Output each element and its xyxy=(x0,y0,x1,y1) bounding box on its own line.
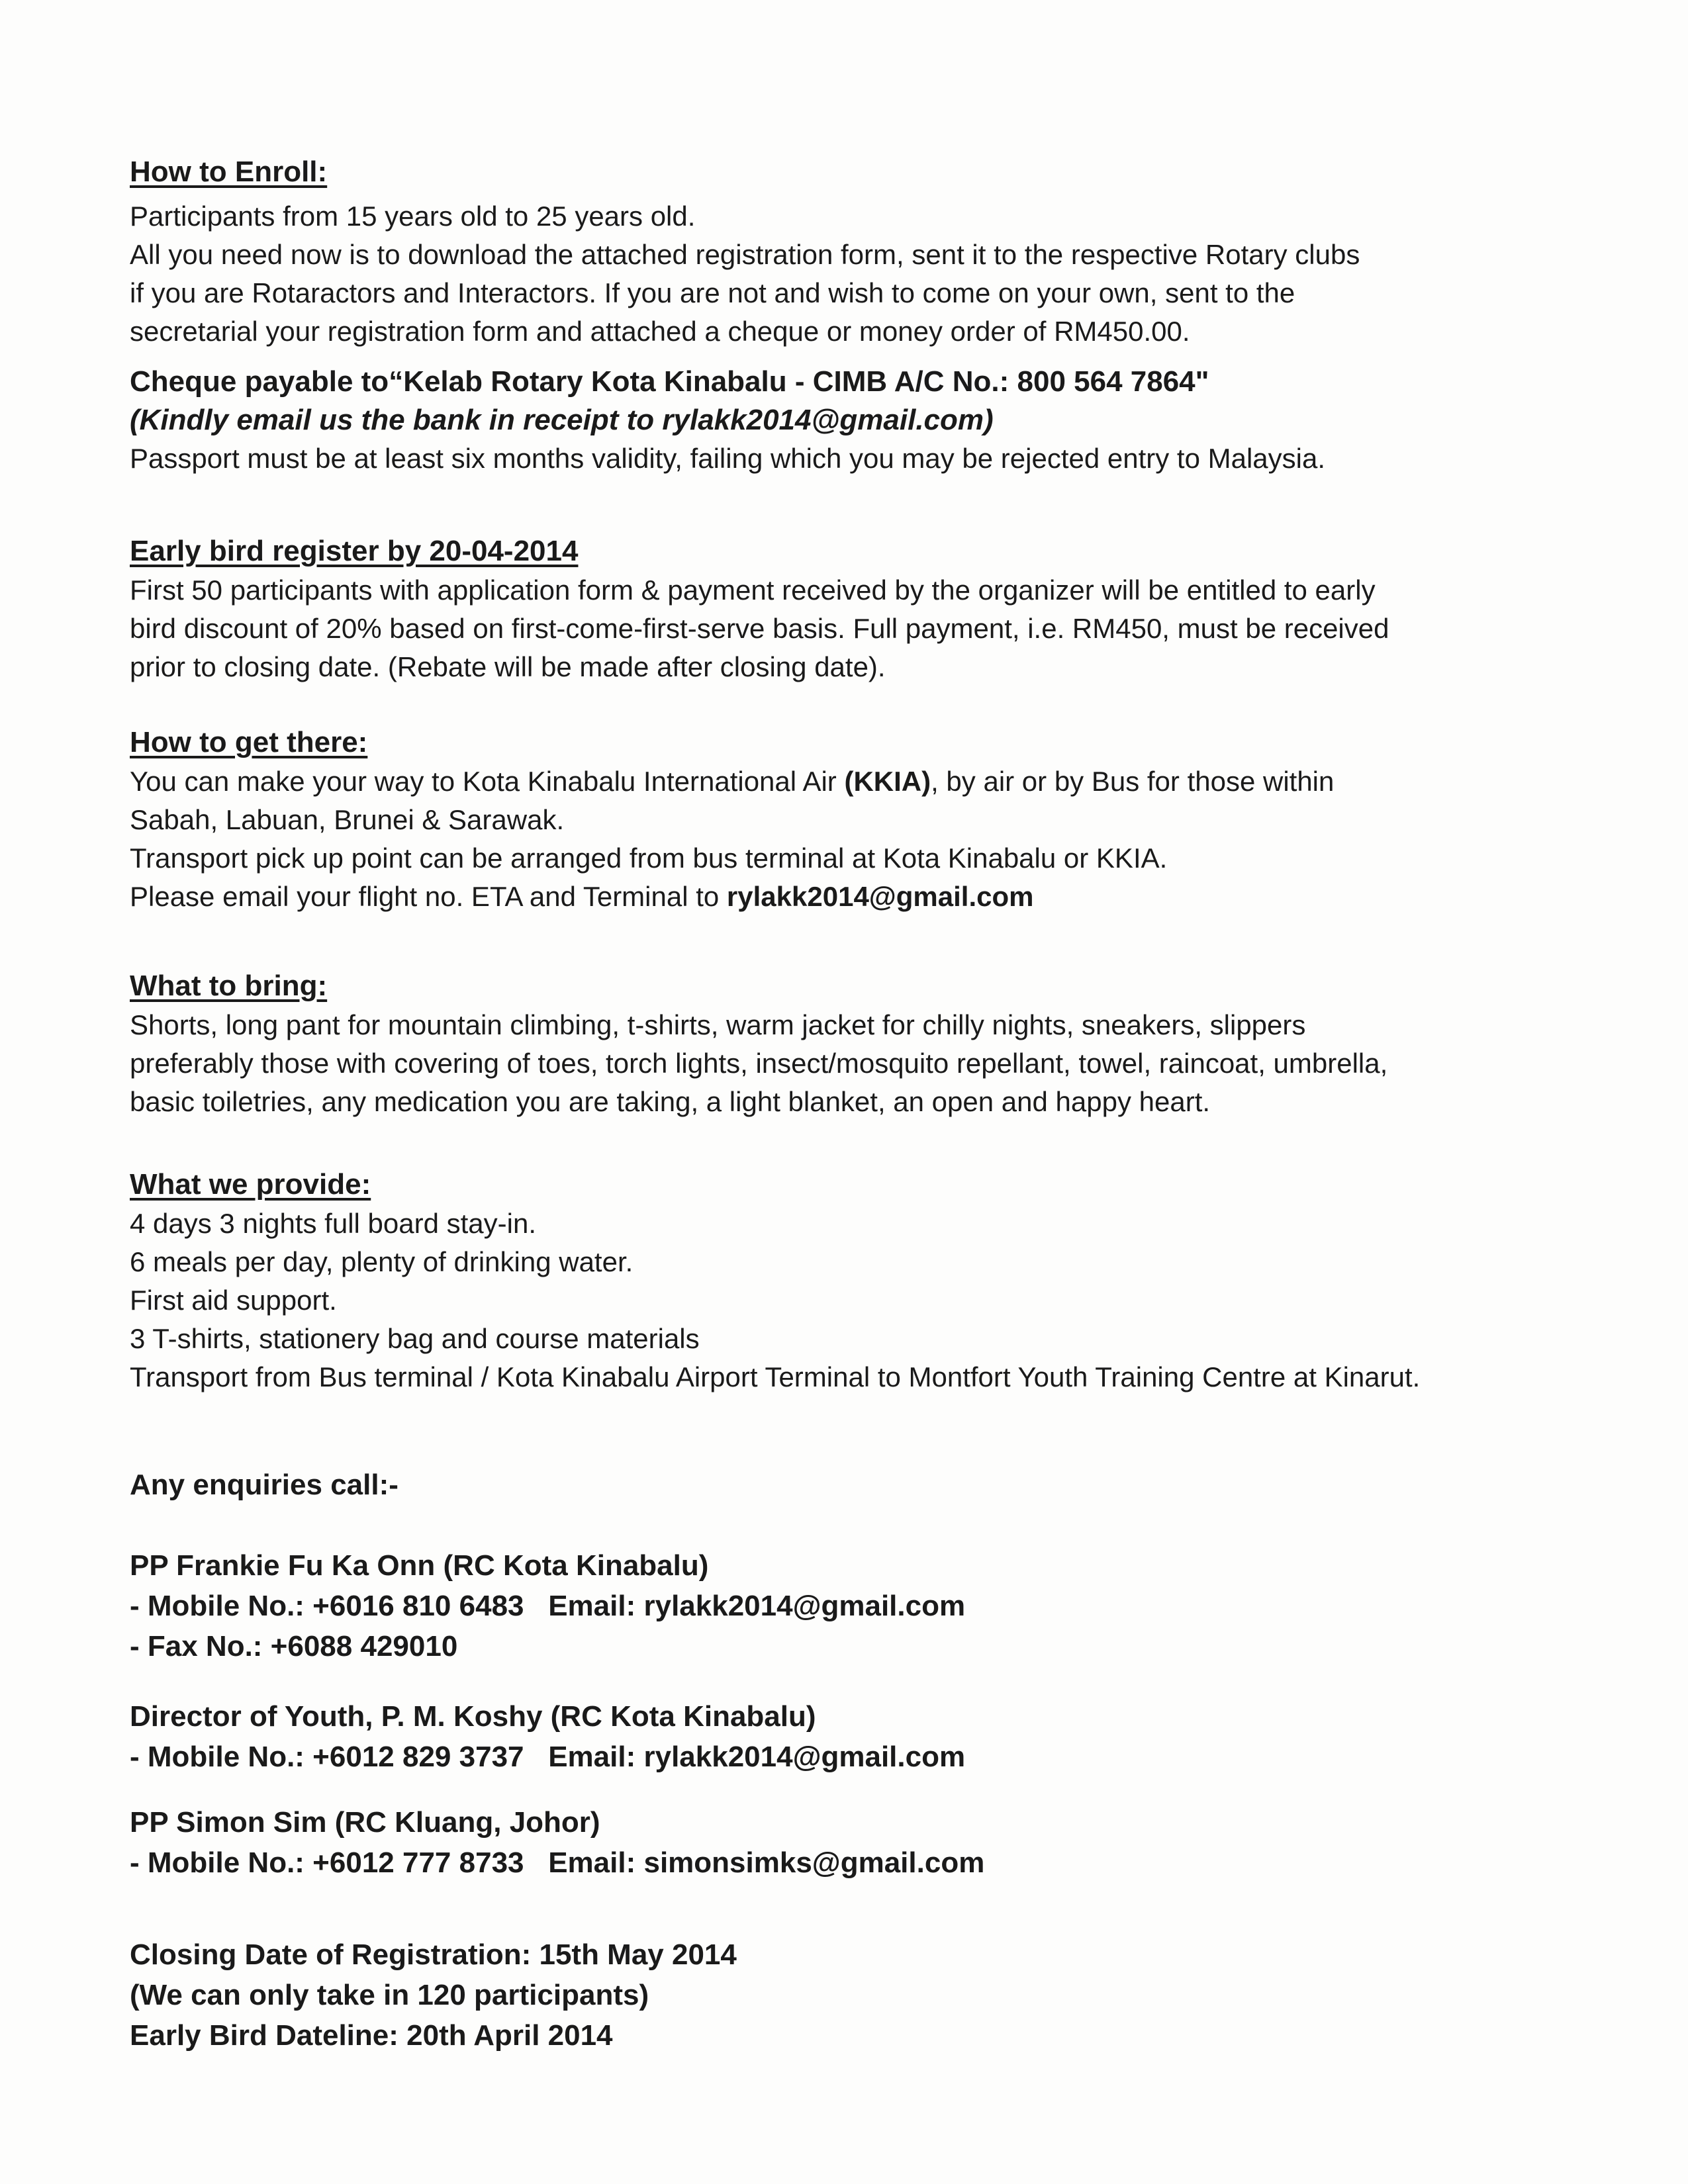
provide-line: 4 days 3 nights full board stay-in. xyxy=(130,1208,537,1239)
early-bird-dateline: Early Bird Dateline: 20th April 2014 xyxy=(130,2019,613,2052)
early-bird-line: bird discount of 20% based on first-come-first-serve basis. Full payment, i.e. RM450, must be received xyxy=(130,613,1389,644)
provide-section xyxy=(130,1165,1573,1396)
provide-line: 6 meals per day, plenty of drinking water. xyxy=(130,1246,633,1277)
provide-line: First aid support. xyxy=(130,1285,337,1316)
provide-line: 3 T-shirts, stationery bag and course materials xyxy=(130,1323,700,1354)
closing-date: Closing Date of Registration: 15th May 2014 xyxy=(130,1938,737,1971)
early-bird-section xyxy=(130,531,1573,686)
contact-email[interactable]: Email: rylakk2014@gmail.com xyxy=(548,1590,966,1622)
enroll-line: secretarial your registration form and attached a cheque or money order of RM450.00. xyxy=(130,316,1190,347)
email-link[interactable]: rylakk2014@gmail.com xyxy=(726,881,1034,912)
enroll-line: Participants from 15 years old to 25 years old. xyxy=(130,201,696,232)
enroll-line: All you need now is to download the attached registration form, sent it to the respective Rotary clubs xyxy=(130,239,1360,270)
participant-limit: (We can only take in 120 participants) xyxy=(130,1979,649,2011)
early-bird-heading: Early bird register by 20-04-2014 xyxy=(130,535,579,567)
enquiries-heading-block xyxy=(130,1465,1573,1505)
early-bird-line: prior to closing date. (Rebate will be made after closing date). xyxy=(130,651,886,682)
get-there-line: Transport pick up point can be arranged from bus terminal at Kota Kinabalu or KKIA. xyxy=(130,842,1168,874)
contact-mobile-row xyxy=(130,1843,1573,1883)
contact-mobile: - Mobile No.: +6012 777 8733 xyxy=(130,1846,524,1879)
enroll-section xyxy=(130,152,1573,478)
get-there-section xyxy=(130,723,1573,916)
provide-line: Transport from Bus terminal / Kota Kinabalu Airport Terminal to Montfort Youth Training Centre at Kinarut. xyxy=(130,1361,1421,1392)
kkia-abbrev: (KKIA) xyxy=(844,766,931,797)
contact-mobile-row xyxy=(130,1737,1573,1777)
get-there-text: Please email your flight no. ETA and Terminal to xyxy=(130,881,727,912)
contact-mobile: - Mobile No.: +6012 829 3737 xyxy=(130,1741,524,1773)
contact-mobile: - Mobile No.: +6016 810 6483 xyxy=(130,1590,524,1622)
get-there-text: You can make your way to Kota Kinabalu International Air xyxy=(130,766,845,797)
contact-name: Director of Youth, P. M. Koshy (RC Kota Kinabalu) xyxy=(130,1700,816,1733)
get-there-text: , by air or by Bus for those within xyxy=(931,766,1335,797)
bring-line: Shorts, long pant for mountain climbing, t-shirts, warm jacket for chilly nights, sneakers, slippers xyxy=(130,1009,1306,1040)
bring-section xyxy=(130,966,1573,1121)
enroll-heading: How to Enroll: xyxy=(130,156,328,188)
provide-heading: What we provide: xyxy=(130,1168,371,1201)
contact-email[interactable]: Email: rylakk2014@gmail.com xyxy=(548,1741,966,1773)
get-there-heading: How to get there: xyxy=(130,726,368,758)
get-there-line: Sabah, Labuan, Brunei & Sarawak. xyxy=(130,804,565,835)
contact-email[interactable]: Email: simonsimks@gmail.com xyxy=(548,1846,985,1879)
get-there-line xyxy=(130,878,1573,916)
contact-fax: - Fax No.: +6088 429010 xyxy=(130,1630,458,1662)
cheque-payable: Cheque payable to“Kelab Rotary Kota Kinabalu - CIMB A/C No.: 800 564 7864" xyxy=(130,365,1209,398)
contact-card xyxy=(130,1696,1573,1777)
early-bird-line: First 50 participants with application form & payment received by the organizer will be entitled to early xyxy=(130,574,1376,606)
contact-mobile-row xyxy=(130,1586,1573,1626)
enroll-line: if you are Rotaractors and Interactors. If you are not and wish to come on your own, sent to the xyxy=(130,277,1295,308)
passport-note: Passport must be at least six months validity, failing which you may be rejected entry to Malaysia. xyxy=(130,443,1326,474)
bring-line: preferably those with covering of toes, torch lights, insect/mosquito repellant, towel, raincoat, umbrella, xyxy=(130,1048,1388,1079)
contact-name: PP Simon Sim (RC Kluang, Johor) xyxy=(130,1806,600,1839)
contact-name: PP Frankie Fu Ka Onn (RC Kota Kinabalu) xyxy=(130,1549,709,1582)
bring-heading: What to bring: xyxy=(130,970,328,1002)
bring-line: basic toiletries, any medication you are taking, a light blanket, an open and happy heart. xyxy=(130,1086,1211,1117)
contact-card xyxy=(130,1802,1573,1883)
get-there-line xyxy=(130,762,1573,801)
closing-section xyxy=(130,1934,1573,2056)
email-note: (Kindly email us the bank in receipt to rylakk2014@gmail.com) xyxy=(130,404,994,436)
enquiries-heading: Any enquiries call:- xyxy=(130,1469,399,1501)
contact-card xyxy=(130,1545,1573,1666)
